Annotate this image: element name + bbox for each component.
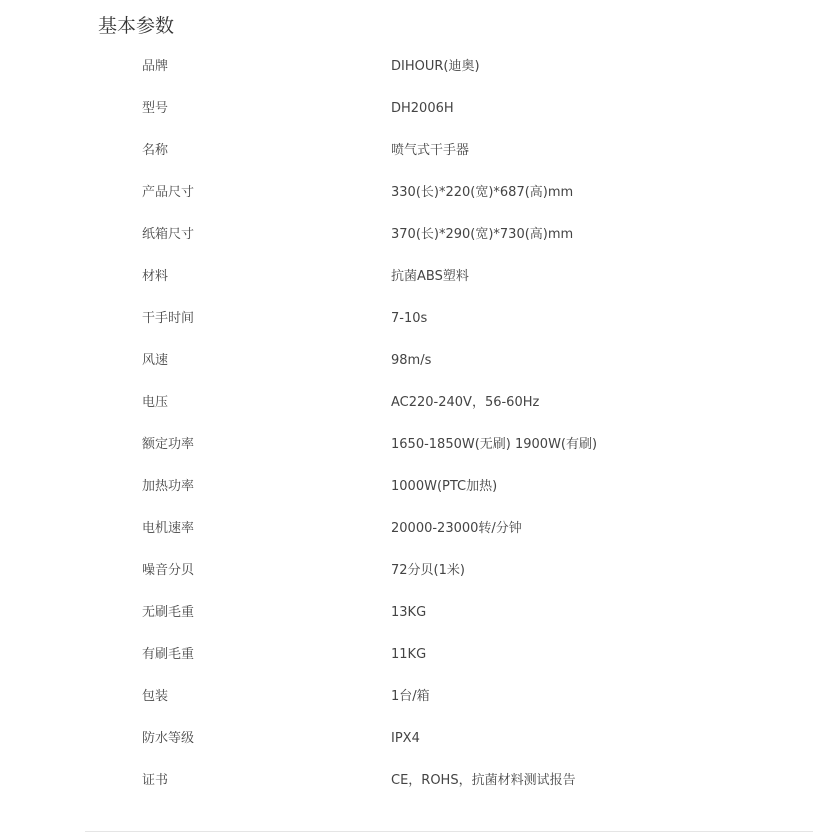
spec-row-rated-power	[0, 424, 813, 466]
spec-label: 噪音分贝	[142, 563, 195, 578]
spec-label: 纸箱尺寸	[142, 227, 195, 242]
spec-row-material	[0, 256, 813, 298]
spec-label: 电压	[142, 395, 169, 410]
spec-row-carton-size	[0, 214, 813, 256]
spec-label: 材料	[142, 269, 169, 284]
spec-value: AC220-240V，56-60Hz	[391, 395, 540, 410]
spec-label: 额定功率	[142, 437, 195, 452]
spec-label: 干手时间	[142, 311, 195, 326]
spec-value: 1台/箱	[391, 689, 430, 704]
spec-value: 98m/s	[391, 353, 432, 368]
spec-row-voltage	[0, 382, 813, 424]
spec-row-product-size	[0, 172, 813, 214]
spec-label: 包装	[142, 689, 169, 704]
spec-row-name	[0, 130, 813, 172]
spec-value: 13KG	[391, 605, 427, 620]
spec-value: 1650-1850W(无刷) 1900W(有刷)	[391, 437, 598, 452]
spec-label: 防水等级	[142, 731, 195, 746]
page-title: 基本参数	[98, 15, 175, 37]
spec-table	[0, 46, 813, 802]
spec-row-brushed-weight	[0, 634, 813, 676]
spec-value: 330(长)*220(宽)*687(高)mm	[391, 185, 574, 200]
spec-row-motor-speed	[0, 508, 813, 550]
spec-row-drying-time	[0, 298, 813, 340]
spec-value: 72分贝(1米)	[391, 563, 465, 578]
spec-label: 风速	[142, 353, 169, 368]
spec-label: 证书	[142, 773, 169, 788]
spec-value: 7-10s	[391, 311, 428, 326]
spec-value: 喷气式干手器	[391, 143, 470, 158]
spec-value: 11KG	[391, 647, 427, 662]
spec-label: 产品尺寸	[142, 185, 195, 200]
spec-value: 1000W(PTC加热)	[391, 479, 498, 494]
spec-row-certificate	[0, 760, 813, 802]
spec-value: 370(长)*290(宽)*730(高)mm	[391, 227, 574, 242]
spec-label: 型号	[142, 101, 169, 116]
spec-row-model	[0, 88, 813, 130]
spec-value: 20000-23000转/分钟	[391, 521, 522, 536]
spec-label: 品牌	[142, 59, 169, 74]
spec-row-packaging	[0, 676, 813, 718]
spec-label: 有刷毛重	[142, 647, 195, 662]
spec-value: CE，ROHS，抗菌材料测试报告	[391, 773, 576, 788]
spec-label: 电机速率	[142, 521, 195, 536]
spec-label: 加热功率	[142, 479, 195, 494]
spec-value: DH2006H	[391, 101, 454, 116]
spec-row-heating-power	[0, 466, 813, 508]
spec-row-noise	[0, 550, 813, 592]
spec-value: IPX4	[391, 731, 420, 746]
spec-label: 名称	[142, 143, 169, 158]
bottom-divider	[85, 831, 813, 832]
spec-value: DIHOUR(迪奥)	[391, 59, 480, 74]
spec-row-wind-speed	[0, 340, 813, 382]
spec-row-brand	[0, 46, 813, 88]
spec-row-brushless-weight	[0, 592, 813, 634]
spec-value: 抗菌ABS塑料	[391, 269, 469, 284]
spec-row-waterproof	[0, 718, 813, 760]
spec-label: 无刷毛重	[142, 605, 195, 620]
